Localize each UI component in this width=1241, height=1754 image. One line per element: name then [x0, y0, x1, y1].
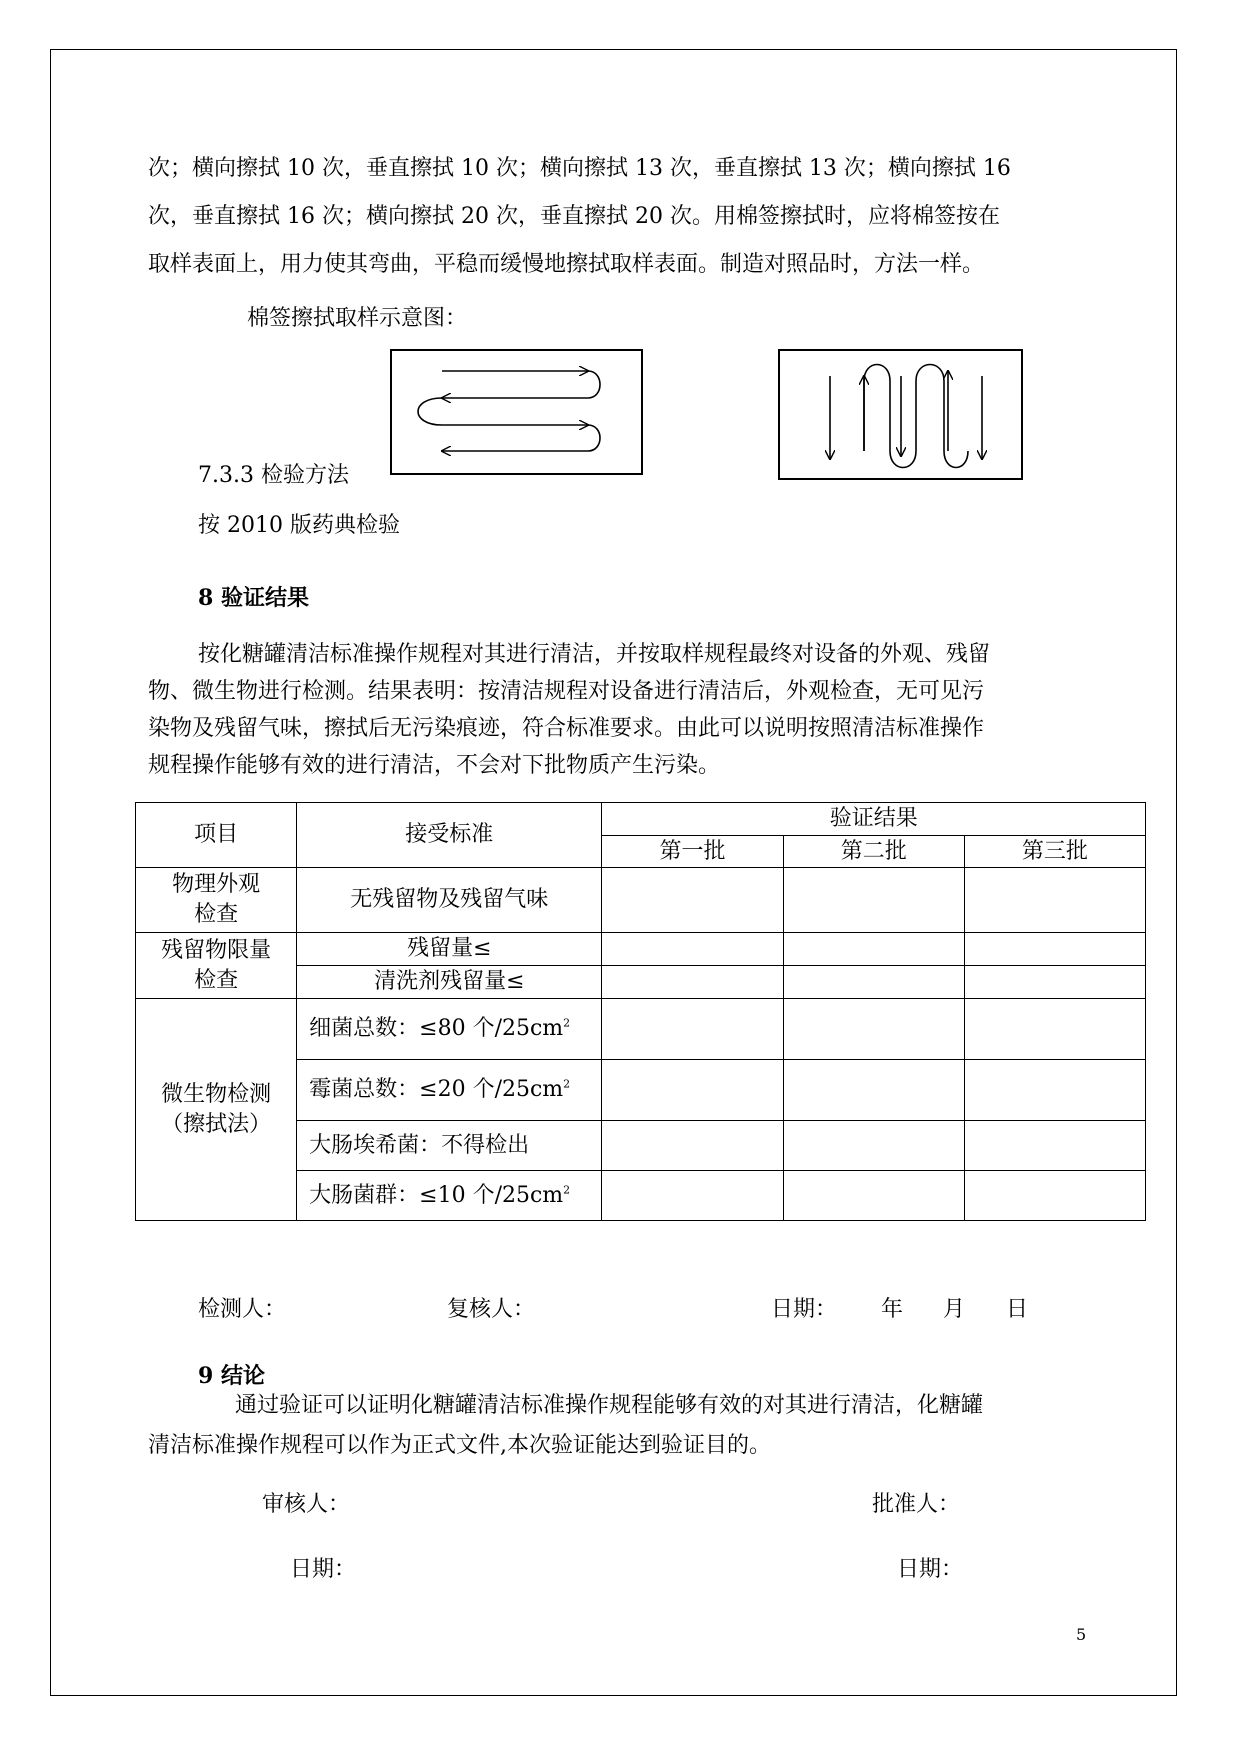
- item-cell: 残留物限量检查: [136, 933, 297, 999]
- text-line: 清洁标准操作规程可以作为正式文件,本次验证能达到验证目的。: [148, 1433, 771, 1458]
- month-label: 月: [943, 1297, 966, 1322]
- criteria-cell: 无残留物及残留气味: [297, 868, 602, 933]
- text-line: 染物及残留气味，擦拭后无污染痕迹，符合标准要求。由此可以说明按照清洁标准操作: [148, 716, 985, 741]
- result-cell[interactable]: [964, 1171, 1145, 1221]
- result-cell[interactable]: [783, 1171, 964, 1221]
- result-cell[interactable]: [783, 999, 964, 1060]
- date-left-label: 日期：: [290, 1557, 357, 1582]
- header-batch-3: 第三批: [964, 836, 1145, 868]
- vertical-wipe-icon: [780, 351, 1021, 478]
- horizontal-wipe-icon: [392, 351, 641, 473]
- continued-paragraph: [148, 145, 1088, 289]
- text-line: 物、微生物进行检测。结果表明：按清洁规程对设备进行清洁后，外观检查，无可见污: [148, 679, 985, 704]
- year-label: 年: [881, 1297, 904, 1322]
- header-result: 验证结果: [602, 803, 1146, 836]
- horizontal-wipe-diagram: [390, 349, 643, 475]
- header-criteria: 接受标准: [297, 803, 602, 868]
- item-cell: 微生物检测（擦拭法）: [136, 999, 297, 1221]
- text-line: 通过验证可以证明化糖罐清洁标准操作规程能够有效的对其进行清洁，化糖罐: [235, 1393, 984, 1418]
- result-cell[interactable]: [964, 1121, 1145, 1171]
- tester-label: 检测人：: [198, 1297, 287, 1322]
- criteria-cell: 霉菌总数：≤20 个$/25cm^2$: [297, 1060, 602, 1121]
- result-cell[interactable]: [602, 966, 783, 999]
- header-item: 项目: [136, 803, 297, 868]
- result-cell[interactable]: [964, 933, 1145, 966]
- header-batch-1: 第一批: [602, 836, 783, 868]
- result-cell[interactable]: [602, 1060, 783, 1121]
- result-cell[interactable]: [964, 868, 1145, 933]
- date-label: 日期：: [771, 1297, 838, 1322]
- result-cell[interactable]: [602, 868, 783, 933]
- verification-results-table: [135, 802, 1146, 1221]
- text-line: 按化糖罐清洁标准操作规程对其进行清洁，并按取样规程最终对设备的外观、残留: [198, 642, 991, 667]
- vertical-wipe-diagram: [778, 349, 1023, 480]
- header-batch-2: 第二批: [783, 836, 964, 868]
- criteria-cell: 大肠菌群：≤10 个$/25cm^2$: [297, 1171, 602, 1221]
- result-cell[interactable]: [602, 1171, 783, 1221]
- section-8-heading: 8 验证结果: [198, 585, 309, 611]
- section-9-paragraph: [148, 1386, 1088, 1466]
- text-line: 规程操作能够有效的进行清洁，不会对下批物质产生污染。: [148, 753, 721, 778]
- result-cell[interactable]: [783, 1121, 964, 1171]
- criteria-cell: 细菌总数：≤80 个$/25cm^2$: [297, 999, 602, 1060]
- section-8-paragraph: [148, 636, 1088, 784]
- criteria-cell: 清洗剂残留量≤: [297, 966, 602, 999]
- section-733-body: 按 2010 版药典检验: [198, 513, 400, 538]
- result-cell[interactable]: [964, 999, 1145, 1060]
- result-cell[interactable]: [602, 999, 783, 1060]
- result-cell[interactable]: [964, 1060, 1145, 1121]
- result-cell[interactable]: [964, 966, 1145, 999]
- section-9-heading: 9 结论: [198, 1363, 265, 1389]
- text-line: 取样表面上，用力使其弯曲，平稳而缓慢地擦拭取样表面。制造对照品时，方法一样。: [148, 252, 985, 277]
- date-right-label: 日期：: [897, 1557, 964, 1582]
- day-label: 日: [1006, 1297, 1029, 1322]
- result-cell[interactable]: [783, 1060, 964, 1121]
- auditor-label: 审核人：: [262, 1492, 351, 1517]
- reviewer-label: 复核人：: [447, 1297, 536, 1322]
- text-line: 次；横向擦拭 10 次，垂直擦拭 10 次；横向擦拭 13 次，垂直擦拭 13 次；横向擦拭 16: [148, 156, 1011, 181]
- text-line: 次，垂直擦拭 16 次；横向擦拭 20 次，垂直擦拭 20 次。用棉签擦拭时，应将棉签按在: [148, 204, 1000, 229]
- result-cell[interactable]: [602, 933, 783, 966]
- diagram-caption: 棉签擦拭取样示意图：: [247, 306, 468, 331]
- approver-label: 批准人：: [872, 1492, 961, 1517]
- section-733-heading: 7.3.3 检验方法: [198, 463, 349, 488]
- item-cell: 物理外观检查: [136, 868, 297, 933]
- result-cell[interactable]: [602, 1121, 783, 1171]
- result-cell[interactable]: [783, 868, 964, 933]
- page-number: 5: [1076, 1625, 1087, 1644]
- criteria-cell: 残留量≤: [297, 933, 602, 966]
- result-cell[interactable]: [783, 966, 964, 999]
- result-cell[interactable]: [783, 933, 964, 966]
- criteria-cell: 大肠埃希菌：不得检出: [297, 1121, 602, 1171]
